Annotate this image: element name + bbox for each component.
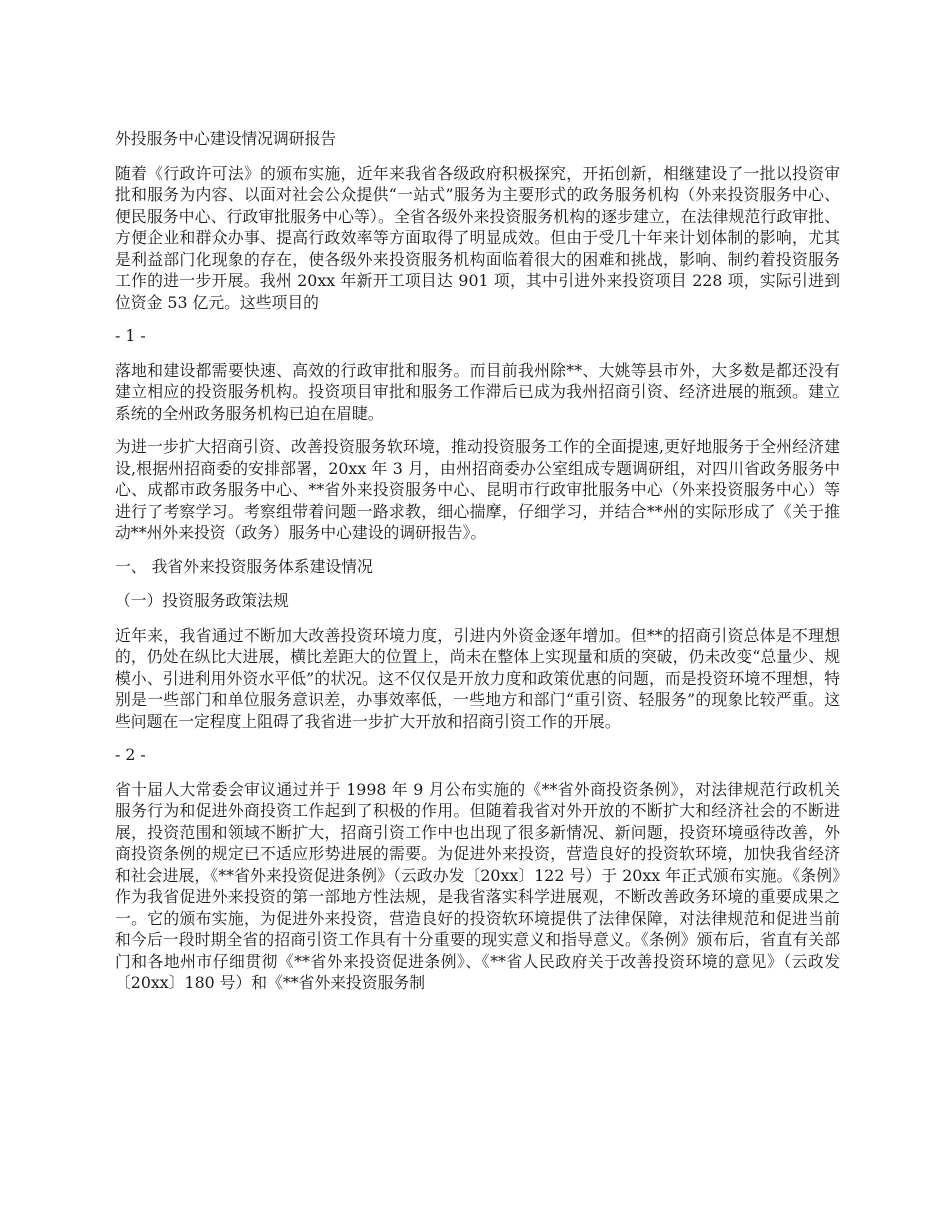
paragraph-3: 为进一步扩大招商引资、改善投资服务软环境，推动投资服务工作的全面提速,更好地服务于全州经济建设,根据州招商委的安排部署，20xx 年 3 月，由州招商委办公室组成专题调研组，对四川省政务服务中心、成都市政务服务中心、**省外来投资服务中心、昆明市行政审批服务中心（外来投资服务中心）等进行了考察学习。考察组带着问题一路求教，细心揣摩，仔细学习，并结合**州的实际形成了《关于推动**州外来投资（政务）服务中心建设的调研报告》。 [115, 437, 840, 542]
section-heading-1: 一、 我省外来投资服务体系建设情况 [115, 556, 373, 576]
page-number-2: - 2 - [115, 745, 146, 764]
document-title: 外投服务中心建设情况调研报告 [115, 129, 337, 148]
section-heading-2: （一）投资服务政策法规 [115, 591, 289, 610]
paragraph-5: 省十届人大常委会审议通过并于 1998 年 9 月公布实施的《**省外商投资条例》，对法律规范行政机关服务行为和促进外商投资工作起到了积极的作用。但随着我省对外开放的不断扩大和经济社会的不断进展，投资范围和领域不断扩大，招商引资工作中也出现了很多新情况、新问题，投资环境亟待改善，外商投资条例的规定已不适应形势进展的需要。为促进外来投资，营造良好的投资软环境，加快我省经济和社会进展，《**省外来投资促进条例》（云政办发〔20xx〕122 号）于 20xx 年正式颁布实施。《条例》作为我省促进外来投资的第一部地方性法规，是我省落实科学进展观，不断改善政务环境的重要成果之一。它的颁布实施，为促进外来投资，营造良好的投资软环境提供了法律保障，对法律规范和促进当前和今后一段时期全省的招商引资工作具有十分重要的现实意义和指导意义。《条例》颁布后，省直有关部门和各地州市仔细贯彻《**省外来投资促进条例》、《**省人民政府关于改善投资环境的意见》（云政发〔20xx〕180 号）和《**省外来投资服务制 [115, 779, 840, 992]
page-number-1: - 1 - [115, 326, 146, 345]
paragraph-2: 落地和建设都需要快速、高效的行政审批和服务。而目前我州除**、大姚等县市外，大多数是都还没有建立相应的投资服务机构。投资项目审批和服务工作滞后已成为我州招商引资、经济进展的瓶颈。建立系统的全州政务服务机构已迫在眉睫。 [115, 360, 840, 423]
paragraph-1: 随着《行政许可法》的颁布实施，近年来我省各级政府积极探究，开拓创新，相继建设了一批以投资审批和服务为内容、以面对社会公众提供“一站式”服务为主要形式的政务服务机构（外来投资服务中心、便民服务中心、行政审批服务中心等）。全省各级外来投资服务机构的逐步建立，在法律规范行政审批、方便企业和群众办事、提高行政效率等方面取得了明显成效。但由于受几十年来计划体制的影响，尤其是利益部门化现象的存在，使各级外来投资服务机构面临着很大的困难和挑战，影响、制约着投资服务工作的进一步开展。我州 20xx 年新开工项目达 901 项，其中引进外来投资项目 228 项，实际引进到位资金 53 亿元。这些项目的 [115, 163, 840, 312]
paragraph-4: 近年来，我省通过不断加大改善投资环境力度，引进内外资金逐年增加。但**的招商引资总体是不理想的，仍处在纵比大进展，横比差距大的位置上，尚未在整体上实现量和质的突破，仍未改变“总量少、规模小、引进利用外资水平低”的状况。这不仅仅是开放力度和政策优惠的问题，而是投资环境不理想，特别是一些部门和单位服务意识差，办事效率低，一些地方和部门“重引资、轻服务”的现象比较严重。这些问题在一定程度上阻碍了我省进一步扩大开放和招商引资工作的开展。 [115, 625, 840, 731]
document-body [115, 128, 840, 1006]
